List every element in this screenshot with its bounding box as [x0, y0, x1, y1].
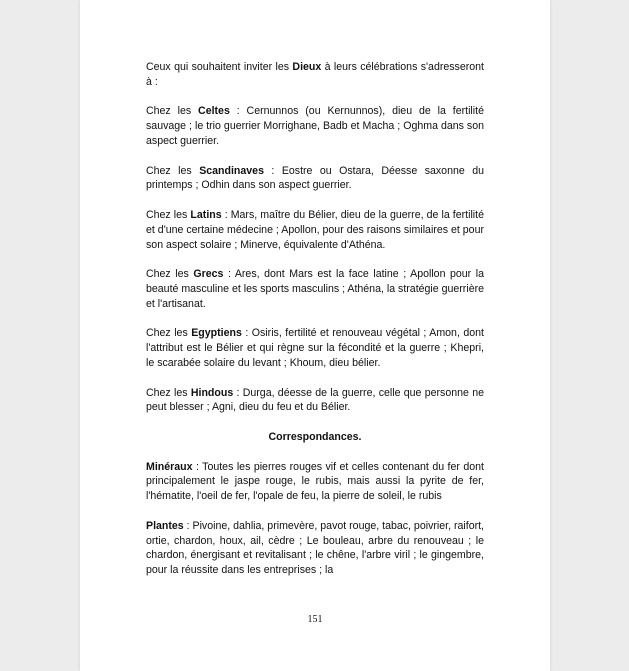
entry-prefix: Chez les — [146, 164, 200, 177]
correspondence-term: Plantes — [146, 519, 184, 532]
entry-term: Hindous — [190, 386, 234, 399]
correspondence-plantes — [146, 519, 484, 578]
entry-term: Latins — [190, 208, 222, 221]
entry-hindous — [146, 386, 484, 416]
entry-latins — [146, 208, 484, 252]
page-body — [146, 60, 484, 593]
entry-prefix: Chez les — [146, 327, 192, 340]
entry-scandinaves — [146, 164, 484, 194]
entry-text: : Eostre ou Ostara, Déesse saxonne du printemps ; Odhin dans son aspect guerrier. — [146, 164, 484, 192]
correspondence-term: Minéraux — [146, 460, 193, 473]
entry-term: Grecs — [193, 268, 224, 281]
intro-term: Dieux — [292, 61, 322, 73]
entry-grecs — [146, 267, 484, 311]
entry-text: : Mars, maître du Bélier, dieu de la guerre, de la fertilité et d'une certaine médecine ; Apollon, pour des raisons similaires et pour son aspect solaire ; Minerve, équivalente d'Athéna. — [146, 208, 484, 251]
entry-text: : Durga, déesse de la guerre, celle que personne ne peut blesser ; Agni, dieu du feu et du Bélier. — [146, 386, 484, 414]
entry-prefix: Chez les — [146, 208, 191, 221]
entry-prefix: Chez les — [146, 268, 194, 281]
intro-paragraph — [146, 60, 484, 90]
entry-celtes — [146, 104, 484, 148]
correspondence-mineraux — [146, 460, 484, 504]
intro-text-end: à leurs célébrations s'adresseront à : — [146, 61, 485, 88]
entry-text: : Ares, dont Mars est la face latine ; Apollon pour la beauté masculine et les sports masculins ; Athéna, la stratégie guerrière et l'artisanat. — [146, 268, 485, 310]
correspondence-text: : Toutes les pierres rouges vif et celles contenant du fer dont principalement le jaspe rouge, le rubis, mais aussi la pyrite de fer, l'hématite, l'oeil de fer, l'opale de feu, la pierre de soleil, le rubis — [146, 460, 484, 503]
page-number: 151 — [307, 614, 323, 625]
entry-egyptiens — [146, 326, 484, 370]
entry-term: Scandinaves — [199, 164, 264, 177]
correspondence-text: : Pivoine, dahlia, primevère, pavot rouge, tabac, poivrier, raifort, ortie, chardon, houx, ail, cèdre ; Le bouleau, arbre du renouveau ; le chardon, énergisant et revitalisant ; le chêne, l'arbre viril ; le gingembre, pour la réussite dans les entreprises ; la — [146, 519, 484, 577]
section-heading: Correspondances. — [268, 430, 362, 443]
document-page — [80, 0, 550, 671]
intro-text: Ceux qui souhaitent inviter les — [146, 61, 293, 73]
entry-term: Celtes — [198, 105, 230, 118]
entry-text: : Cernunnos (ou Kernunnos), dieu de la fertilité sauvage ; le trio guerrier Morrighane, Badb et Macha ; Oghma dans son aspect guerrier. — [146, 105, 484, 147]
entry-prefix: Chez les — [146, 386, 191, 399]
entry-term: Egyptiens — [191, 327, 242, 340]
entry-text: : Osiris, fertilité et renouveau végétal ; Amon, dont l'attribut est le Bélier et qui règne sur la fécondité et la guerre ; Khepri, le scarabée solaire du levant ; Khoum, dieu bélier. — [146, 327, 484, 369]
entry-prefix: Chez les — [146, 105, 199, 118]
